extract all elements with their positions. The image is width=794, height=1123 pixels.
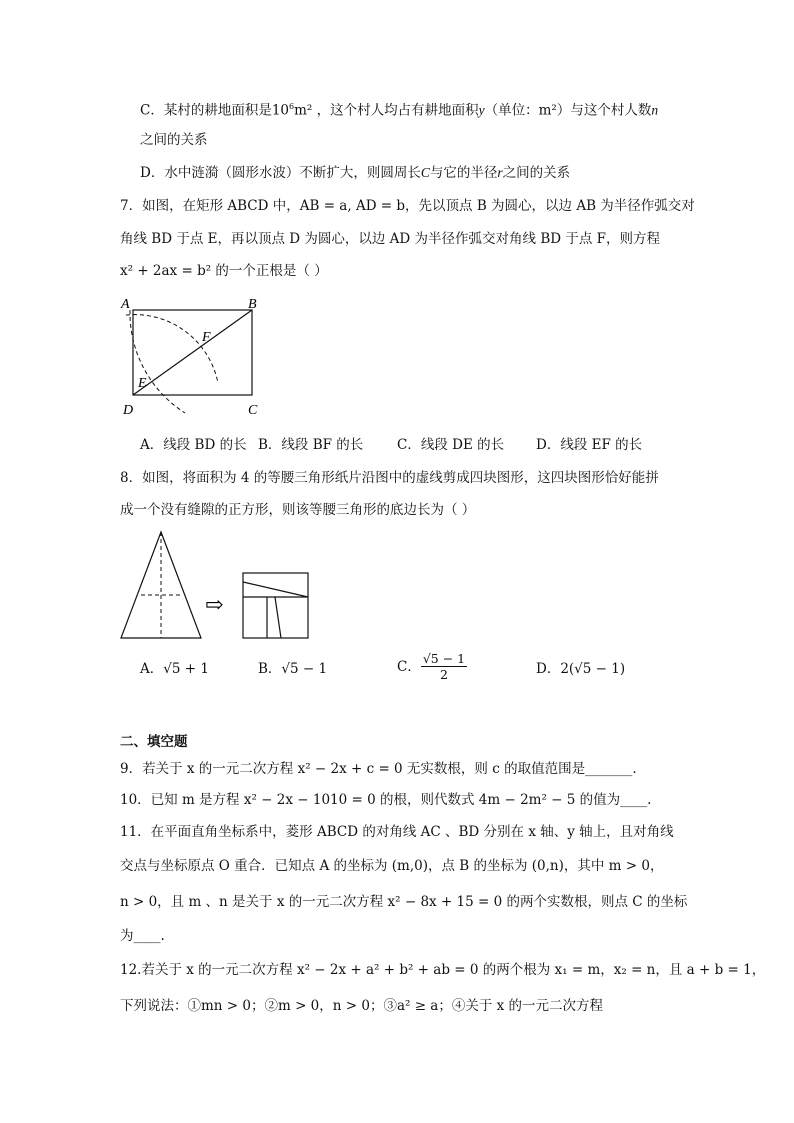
arc-centered-d (126, 315, 218, 383)
q11-line3: n > 0，且 m 、n 是关于 x 的一元二次方程 x² − 8x + 15 = 0 的两个实数根，则点 C 的坐标 (120, 894, 688, 910)
assembled-square (243, 573, 308, 638)
q12-line2: 下列说法：①mn > 0；②m > 0，n > 0；③a² ≥ a；④关于 x 的一元二次方程 (120, 998, 604, 1014)
q6-d-text-b: 与它的半径 (429, 165, 498, 181)
q12-line1: 12.若关于 x 的一元二次方程 x² − 2x + a² + b² + ab = 0 的两个根为 x₁ = m，x₂ = n，且 a + b = 1， (120, 962, 766, 978)
q6-option-c-line2: 之间的关系 (140, 132, 208, 148)
label-e: E (138, 376, 147, 391)
q11-line2: 交点与坐标原点 O 重合．已知点 A 的坐标为 (m,0)，点 B 的坐标为 (0,n)，其中 m > 0， (120, 858, 664, 874)
q7-option-b: B．线段 BF 的长 (258, 437, 364, 453)
q7-rectangle-figure (118, 293, 278, 423)
q11-line1: 11．在平面直角坐标系中，菱形 ABCD 的对角线 AC 、BD 分别在 x 轴、y 轴上，且对角线 (120, 824, 674, 840)
q8-option-c (397, 651, 467, 682)
q8-option-c-denominator: 2 (440, 667, 448, 682)
q8-option-c-prefix: C． (397, 658, 421, 675)
q9-text: 9．若关于 x 的一元二次方程 x² − 2x + c = 0 无实数根，则 c 的取值范围是_______. (120, 761, 637, 777)
label-a: A (121, 297, 130, 312)
q6-c-var-y: y (478, 102, 485, 118)
q8-option-b: B．√5 − 1 (258, 661, 328, 677)
q7-option-c: C．线段 DE 的长 (397, 437, 505, 453)
q11-line4: 为____. (120, 928, 165, 944)
square-cut-diagonal (243, 582, 308, 597)
q8-stem-line2: 成一个没有缝隙的正方形，则该等腰三角形的底边长为（ ） (120, 502, 476, 518)
q6-c-text-c: （单位：m²）与这个村人数 (484, 102, 652, 119)
right-arrow-icon: ⇨ (205, 592, 224, 617)
q7-stem-line2: 角线 BD 于点 E，再以顶点 D 为圆心，以边 AD 为半径作弧交对角线 BD 于点 F，则方程 (120, 231, 661, 247)
q10-text: 10．已知 m 是方程 x² − 2x − 1010 = 0 的根，则代数式 4m − 2m² − 5 的值为____. (120, 792, 652, 808)
q6-d-var-r: r (497, 165, 503, 180)
section-title-fill-in: 二、填空题 (120, 734, 188, 750)
square-cut-slant (275, 597, 281, 638)
q8-option-c-fraction (421, 651, 467, 682)
q6-option-d (140, 164, 570, 182)
q8-stem-line1: 8．如图，将面积为 4 的等腰三角形纸片沿图中的虚线剪成四块图形，这四块图形恰好能拼 (120, 470, 659, 486)
q6-c-text-b: m² ，这个村人均占有耕地面积 (294, 102, 479, 119)
q6-c-exponent: 6 (289, 102, 295, 111)
label-f: F (202, 330, 211, 345)
q7-stem-line3: x² + 2ax = b² 的一个正根是（ ） (120, 263, 328, 279)
q7-option-d: D．线段 EF 的长 (536, 437, 643, 453)
q8-triangle-figure (115, 526, 325, 646)
q6-c-text-a: C．某村的耕地面积是10 (140, 102, 290, 119)
diagonal-bd (133, 310, 252, 395)
q6-d-text-c: 之间的关系 (502, 165, 571, 181)
label-c: C (248, 403, 258, 418)
q8-option-a: A．√5 + 1 (140, 661, 209, 677)
q6-option-c-line1 (140, 98, 658, 120)
q7-option-a: A．线段 BD 的长 (140, 437, 247, 453)
q8-option-d: D．2(√5 − 1) (536, 661, 626, 677)
q8-option-c-numerator: √5 − 1 (422, 651, 466, 666)
q7-stem-line1: 7．如图，在矩形 ABCD 中，AB = a, AD = b，先以顶点 B 为圆心，以边 AB 为半径作弧交对 (120, 198, 695, 214)
label-b: B (248, 297, 257, 312)
q6-d-var-c: C (420, 165, 430, 180)
q6-c-var-n: n (651, 102, 659, 118)
label-d: D (123, 403, 134, 418)
q6-d-text-a: D．水中涟漪（圆形水波）不断扩大，则圆周长 (140, 165, 421, 181)
